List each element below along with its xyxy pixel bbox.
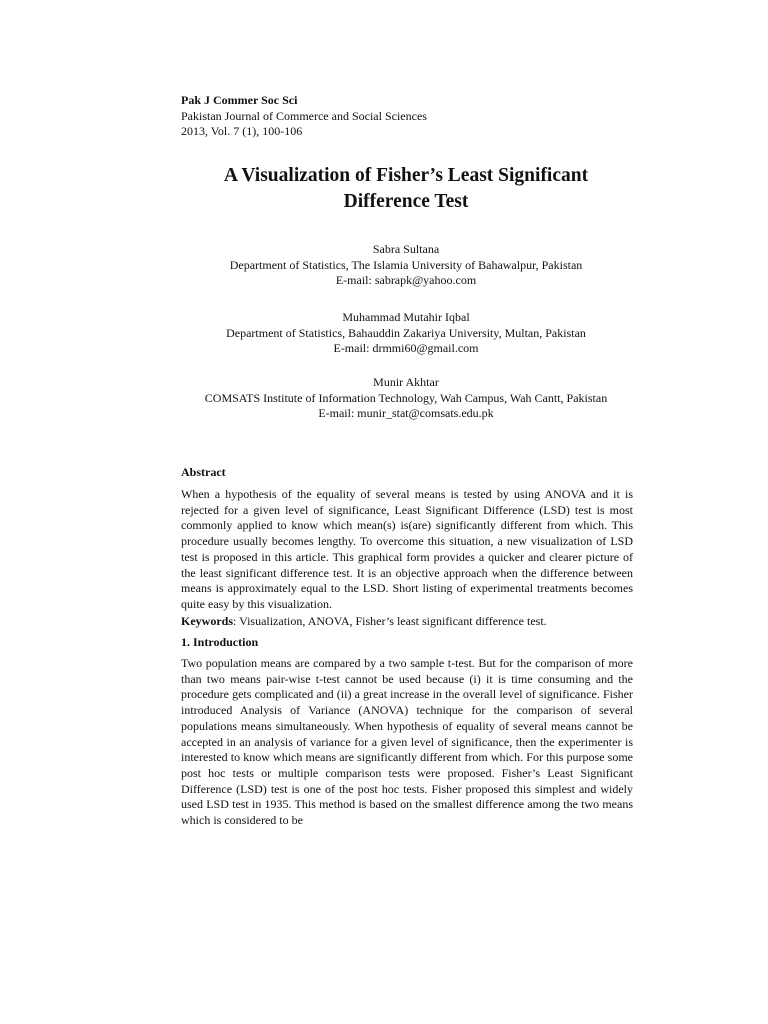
author-affiliation: Department of Statistics, The Islamia University of Bahawalpur, Pakistan bbox=[229, 257, 583, 272]
author-affiliation: Department of Statistics, Bahauddin Zakariya University, Multan, Pakistan bbox=[226, 325, 586, 340]
introduction-text: Two population means are compared by a two sample t-test. But for the comparison of more than two means pair-wise t-test cannot be used because (i) it is time consuming and the procedure gets complicated and (ii) a great increase in the overall level of significance. Fisher introduced Analysis of Variance (ANOVA) technique for the comparison of several populations means simultaneously. When hypothesis of equality of several means cannot be accepted in an analysis of variance for a given level of significance, then the experimenter is interested to know which means are significantly different from which. For this purpose some post hoc tests or multiple comparison tests were proposed. Fisher’s Least Significant Difference (LSD) test is one of the post hoc tests. Fisher proposed this simplest and widely used LSD test in 1935. This method is based on the smallest difference among the two means which is considered to be bbox=[181, 656, 633, 828]
author-block bbox=[130, 310, 682, 357]
title-line-2: Difference Test bbox=[343, 191, 469, 212]
author-name: Muhammad Mutahir Iqbal bbox=[342, 310, 470, 324]
introduction-heading: 1. Introduction bbox=[181, 635, 259, 649]
keywords-text: : Visualization, ANOVA, Fisher’s least significant difference test. bbox=[233, 614, 547, 628]
author-email: E-mail: sabrapk@yahoo.com bbox=[335, 273, 477, 287]
journal-header bbox=[181, 93, 427, 140]
keywords-line bbox=[181, 614, 633, 630]
journal-name: Pakistan Journal of Commerce and Social Sciences bbox=[181, 108, 427, 123]
author-email: E-mail: munir_stat@comsats.edu.pk bbox=[318, 406, 494, 420]
author-email: E-mail: drmmi60@gmail.com bbox=[333, 341, 479, 355]
author-block bbox=[130, 242, 682, 289]
paper-title bbox=[150, 163, 662, 215]
author-affiliation: COMSATS Institute of Information Technology, Wah Campus, Wah Cantt, Pakistan bbox=[204, 390, 608, 405]
abstract-heading: Abstract bbox=[181, 465, 226, 479]
author-name: Munir Akhtar bbox=[373, 375, 439, 389]
author-block bbox=[130, 375, 682, 422]
keywords-label: Keywords bbox=[181, 614, 233, 628]
abstract-text: When a hypothesis of the equality of several means is tested by using ANOVA and it is rejected for a given level of significance, Least Significant Difference (LSD) test is most commonly applied to know which mean(s) is(are) significantly different from which. This procedure usually becomes lengthy. To overcome this situation, a new visualization of LSD test is proposed in this article. This graphical form provides a quicker and clearer picture of the least significant difference test. It is an objective approach when the difference between means is approximately equal to the LSD. Short listing of experimental treatments becomes quite easy by this visualization. bbox=[181, 487, 633, 611]
journal-issue: 2013, Vol. 7 (1), 100-106 bbox=[181, 124, 303, 138]
title-line-1: A Visualization of Fisher’s Least Significant bbox=[223, 165, 589, 186]
author-name: Sabra Sultana bbox=[372, 242, 440, 256]
journal-abbreviation: Pak J Commer Soc Sci bbox=[181, 93, 298, 107]
